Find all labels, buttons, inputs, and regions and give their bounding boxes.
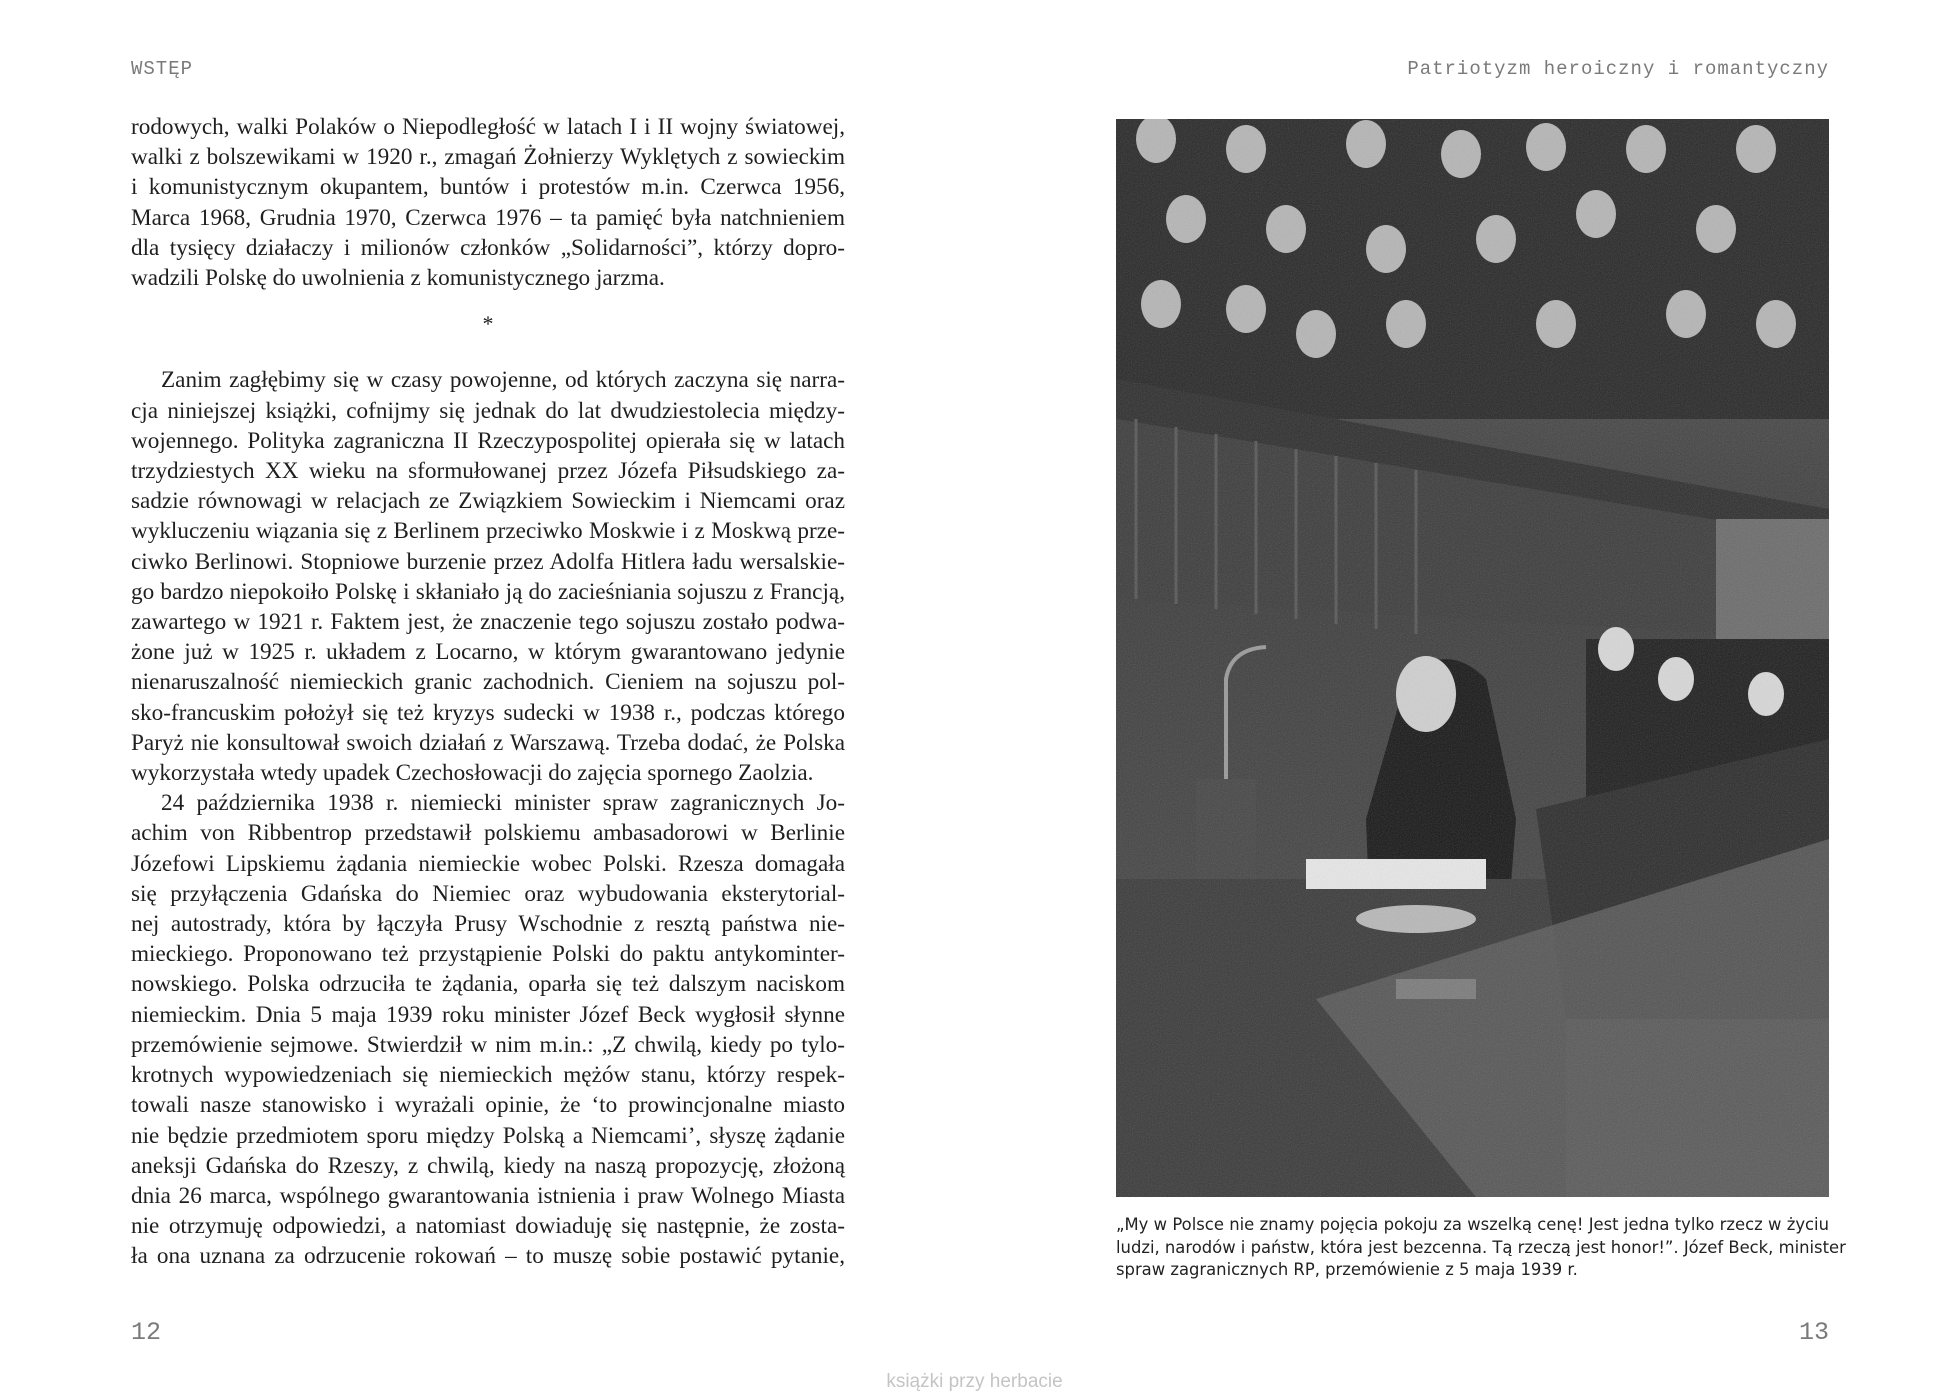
text-line: rodowych, walki Polaków o Niepodległość w latach I i II wojny światowej,: [131, 114, 845, 140]
watermark: książki przy herbacie: [886, 1371, 1063, 1392]
text-line: żone już w 1925 r. układem z Locarno, w którym gwarantowano jedynie: [131, 639, 845, 666]
text-line: Marca 1968, Grudnia 1970, Czerwca 1976 – ta pamięć była natchnieniem: [131, 204, 845, 231]
text-line: ła ona uznana za odrzucenie rokowań – to muszę sobie postawić pytanie,: [131, 1243, 845, 1270]
text-line: towali nasze stanowisko i wyrażali opinie, że ‘to prowincjonalne miasto: [131, 1092, 845, 1119]
text-line: nowskiego. Polska odrzuciła te żądania, oparła się też dalszym naciskom: [131, 971, 845, 998]
running-head-left: WSTĘP: [131, 58, 194, 80]
text-line: walki z bolszewikami w 1920 r., zmagań Żołnierzy Wyklętych z sowieckim: [131, 144, 845, 171]
caption-line: „My w Polsce nie znamy pojęcia pokoju za wszelką cenę! Jest jedna tylko rzecz w życiu: [1116, 1215, 1829, 1234]
text-line: wadzili Polskę do uwolnienia z komunistycznego jarzma.: [131, 265, 665, 292]
text-line: cja niniejszej książki, cofnijmy się jednak do lat dwudziestolecia między-: [131, 397, 845, 424]
left-page-body: [131, 112, 845, 1272]
text-line: dla tysięcy działaczy i milionów członków „Solidarności”, którzy dopro-: [131, 234, 845, 261]
text-line: niemieckim. Dnia 5 maja 1939 roku minister Józef Beck wygłosił słynne: [131, 1001, 845, 1028]
text-line: sko-francuskim położył się też kryzys sudecki w 1938 r., podczas którego: [131, 699, 845, 726]
text-line: aneksji Gdańska do Rzeszy, z chwilą, kiedy na naszą propozycję, złożoną: [131, 1152, 845, 1179]
text-line: wojennego. Polityka zagraniczna II Rzeczypospolitej opierała się w latach: [131, 427, 845, 454]
caption-line: spraw zagranicznych RP, przemówienie z 5 maja 1939 r.: [1116, 1260, 1578, 1279]
text-line: wykorzystała wtedy upadek Czechosłowacji do zajęcia spornego Zaolzia.: [131, 760, 814, 787]
page-number-left: 12: [131, 1318, 162, 1347]
text-line: sadzie równowagi w relacjach ze Związkiem Sowieckim i Niemcami oraz: [131, 488, 845, 515]
photo-sejm-speech: [1116, 119, 1829, 1197]
historical-photo: [1116, 119, 1829, 1197]
paragraph-2: [131, 365, 845, 788]
photo-caption: [1116, 1214, 1846, 1282]
paragraph-1: [131, 112, 845, 293]
text-line: i komunistycznym okupantem, buntów i protestów m.in. Czerwca 1956,: [131, 174, 845, 201]
text-line: się przyłączenia Gdańska do Niemiec oraz wybudowania eksterytorial-: [131, 880, 845, 907]
text-line: krotnych wypowiedzeniach się niemieckich mężów stanu, którzy respek-: [131, 1062, 845, 1089]
text-line: nie będzie przedmiotem sporu między Polską a Niemcami’, słyszę żądanie: [131, 1122, 845, 1149]
text-line: Józefowi Lipskiemu żądania niemieckie wobec Polski. Rzesza domagała: [131, 850, 845, 877]
text-line: go bardzo niepokoiło Polskę i skłaniało ją do zacieśniania sojuszu z Francją,: [131, 578, 845, 605]
text-line: nej autostrady, która by łączyła Prusy Wschodnie z resztą państwa nie-: [131, 911, 845, 938]
paragraph-3: [131, 788, 845, 1271]
running-head-right: Patriotyzm heroiczny i romantyczny: [1407, 58, 1829, 80]
caption-line: ludzi, narodów i państw, która jest bezcenna. Tą rzeczą jest honor!”. Józef Beck, minister: [1116, 1237, 1846, 1257]
text-line: achim von Ribbentrop przedstawił polskiemu ambasadorowi w Berlinie: [131, 820, 845, 847]
text-line: zawartego w 1921 r. Faktem jest, że znaczenie tego sojuszu zostało podwa-: [131, 609, 845, 636]
text-line: ciwko Berlinowi. Stopniowe burzenie przez Adolfa Hitlera ładu wersalskie-: [131, 548, 845, 575]
text-line: wykluczeniu wiązania się z Berlinem przeciwko Moskwie i z Moskwą prze-: [131, 518, 845, 545]
page-number-right: 13: [1798, 1318, 1829, 1347]
text-line: trzydziestych XX wieku na sformułowanej przez Józefa Piłsudskiego za-: [131, 458, 845, 485]
text-line: nie otrzymuję odpowiedzi, a natomiast dowiaduję się następnie, że zosta-: [131, 1213, 845, 1240]
text-line: nienaruszalność niemieckich granic zachodnich. Cieniem na sojuszu pol-: [131, 669, 845, 696]
text-line: 24 października 1938 r. niemiecki minister spraw zagranicznych Jo-: [161, 790, 845, 817]
text-line: Zanim zagłębimy się w czasy powojenne, od których zaczyna się narra-: [161, 367, 845, 394]
text-line: mieckiego. Proponowano też przystąpienie Polski do paktu antykominter-: [131, 941, 845, 968]
text-line: Paryż nie konsultował swoich działań z Warszawą. Trzeba dodać, że Polska: [131, 729, 845, 756]
text-line: dnia 26 marca, wspólnego gwarantowania istnienia i praw Wolnego Miasta: [131, 1182, 845, 1209]
section-break-asterisk: *: [482, 311, 494, 337]
text-line: przemówienie sejmowe. Stwierdził w nim m.in.: „Z chwilą, kiedy po tylo-: [131, 1031, 845, 1058]
